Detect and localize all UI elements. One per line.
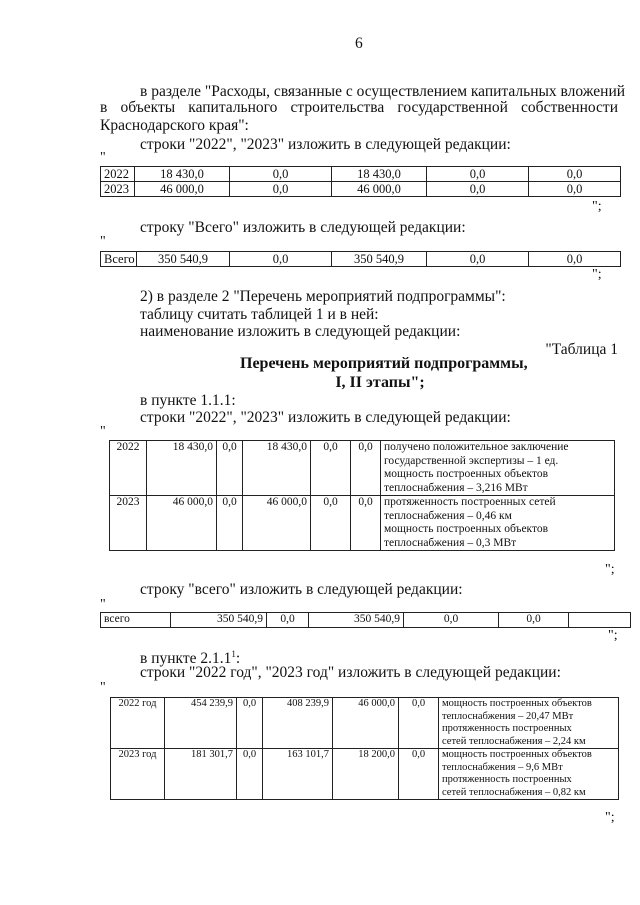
cell-value: 0,0: [399, 749, 439, 800]
cell-value: 0,0: [217, 441, 243, 496]
cell-value: 0,0: [230, 182, 332, 197]
cell-value: [569, 613, 631, 628]
cell-label: всего: [101, 613, 171, 628]
description-line: получено положительное заключение: [384, 441, 569, 453]
cell-description: [439, 749, 619, 800]
heading-line-1: Перечень мероприятий подпрограммы,: [240, 355, 528, 372]
description-line: теплоснабжения – 0,46 км: [384, 509, 512, 522]
table-total-1: [100, 251, 621, 267]
description-line: мощность построенных объектов: [442, 749, 592, 760]
section2-line-1: 2) в разделе 2 "Перечень мероприятий подпрограммы":: [140, 288, 506, 305]
point2-superscript: 1: [231, 649, 236, 659]
description-line: мощность построенных объектов: [384, 468, 549, 480]
quote-close: ";: [605, 562, 615, 577]
cell-year: 2022: [110, 441, 147, 496]
table-row: [110, 441, 615, 496]
point2-instruction: строки "2022 год", "2023 год" изложить в следующей редакции:: [140, 664, 561, 681]
description-line: теплоснабжения – 9,6 МВт: [442, 761, 563, 773]
cell-value: 408 239,9: [263, 698, 333, 749]
intro-line-4: строки "2022", "2023" изложить в следующей редакции:: [140, 136, 511, 153]
description-line: государственной экспертизы – 1 ед.: [384, 454, 559, 467]
cell-value: 0,0: [237, 698, 263, 749]
cell-value: 181 301,7: [165, 749, 237, 800]
cell-value: 0,0: [529, 167, 621, 182]
table-row: [111, 698, 619, 749]
quote-open: ": [100, 150, 106, 165]
cell-description: [439, 698, 619, 749]
description-line: протяженность построенных сетей: [384, 496, 556, 508]
cell-year: 2023: [110, 496, 147, 551]
point1-label: в пункте 1.1.1:: [140, 392, 236, 409]
cell-value: 0,0: [351, 496, 381, 551]
cell-value: 46 000,0: [135, 182, 230, 197]
cell-value: 0,0: [230, 252, 332, 267]
section2-line-2: таблицу считать таблицей 1 и в ней:: [140, 306, 379, 323]
description-line: теплоснабжения – 3,216 МВт: [384, 481, 528, 494]
cell-value: 350 540,9: [332, 252, 427, 267]
cell-value: 46 000,0: [332, 182, 427, 197]
description-line: теплоснабжения – 0,3 МВт: [384, 536, 517, 549]
cell-label: Всего: [101, 252, 137, 267]
description-line: мощность построенных объектов: [384, 523, 549, 535]
description-line: мощность построенных объектов: [442, 698, 592, 709]
cell-value: 350 540,9: [137, 252, 230, 267]
quote-open: ": [100, 234, 106, 249]
cell-value: 0,0: [267, 613, 309, 628]
cell-value: 0,0: [351, 441, 381, 496]
table-years-1: [100, 166, 621, 197]
cell-value: 0,0: [427, 167, 529, 182]
description-line: теплоснабжения – 20,47 МВт: [442, 710, 574, 722]
quote-close: ";: [605, 810, 615, 825]
quote-close: ";: [608, 628, 618, 643]
cell-value: 18 430,0: [147, 441, 217, 496]
cell-year: 2023 год: [111, 749, 165, 800]
description-line: протяженность построенных: [442, 774, 572, 785]
point1-instruction: строки "2022", "2023" изложить в следующей редакции:: [140, 409, 511, 426]
quote-open: ": [100, 597, 106, 612]
table-years-2: [109, 440, 615, 551]
cell-value: 350 540,9: [171, 613, 267, 628]
table-row: [101, 182, 621, 197]
table-row: [110, 496, 615, 551]
table-years-3: [110, 697, 619, 800]
quote-open: ": [100, 680, 106, 695]
intro-line-1: в разделе "Расходы, связанные с осуществлением капитальных вложений: [140, 83, 626, 100]
total-instruction: строку "Всего" изложить в следующей редакции:: [140, 219, 466, 236]
cell-value: 163 101,7: [263, 749, 333, 800]
cell-year: 2022: [101, 167, 135, 182]
cell-value: 0,0: [427, 182, 529, 197]
cell-value: 18 430,0: [243, 441, 311, 496]
table-row: [101, 252, 621, 267]
cell-year: 2023: [101, 182, 135, 197]
point2-colon: :: [235, 650, 241, 668]
cell-value: 18 200,0: [333, 749, 399, 800]
cell-value: 0,0: [399, 698, 439, 749]
cell-value: 454 239,9: [165, 698, 237, 749]
cell-value: 18 430,0: [135, 167, 230, 182]
cell-value: 0,0: [237, 749, 263, 800]
description-line: сетей теплоснабжения – 0,82 км: [442, 786, 586, 798]
page-number: 6: [355, 35, 363, 52]
cell-value: 46 000,0: [243, 496, 311, 551]
cell-value: 0,0: [217, 496, 243, 551]
cell-value: 0,0: [311, 496, 351, 551]
table-row: [111, 749, 619, 800]
cell-value: 350 540,9: [309, 613, 404, 628]
table-row: [101, 613, 631, 628]
description-line: сетей теплоснабжения – 2,24 км: [442, 735, 586, 747]
cell-description: [381, 441, 615, 496]
table-label: "Таблица 1: [545, 341, 618, 358]
cell-value: 0,0: [427, 252, 529, 267]
cell-value: 0,0: [311, 441, 351, 496]
cell-value: 46 000,0: [147, 496, 217, 551]
intro-line-2: в объекты капитального строительства государственной собственности: [100, 99, 618, 116]
point2-text: в пункте 2.1.1: [140, 650, 232, 668]
description-line: протяженность построенных: [442, 723, 572, 734]
cell-value: 46 000,0: [333, 698, 399, 749]
heading-line-2: I, II этапы";: [335, 374, 425, 391]
cell-value: 0,0: [404, 613, 499, 628]
cell-value: 18 430,0: [332, 167, 427, 182]
cell-value: 0,0: [499, 613, 569, 628]
cell-value: 0,0: [529, 252, 621, 267]
table-row: [101, 167, 621, 182]
cell-year: 2022 год: [111, 698, 165, 749]
table-total-2: [100, 612, 631, 628]
quote-close: ";: [592, 267, 602, 282]
quote-open: ": [100, 424, 106, 439]
cell-value: 0,0: [529, 182, 621, 197]
section2-line-3: наименование изложить в следующей редакции:: [140, 323, 461, 340]
cell-description: [381, 496, 615, 551]
cell-value: 0,0: [230, 167, 332, 182]
quote-close: ";: [592, 199, 602, 214]
total2-instruction: строку "всего" изложить в следующей редакции:: [140, 581, 463, 598]
intro-line-3: Краснодарского края":: [100, 117, 249, 134]
